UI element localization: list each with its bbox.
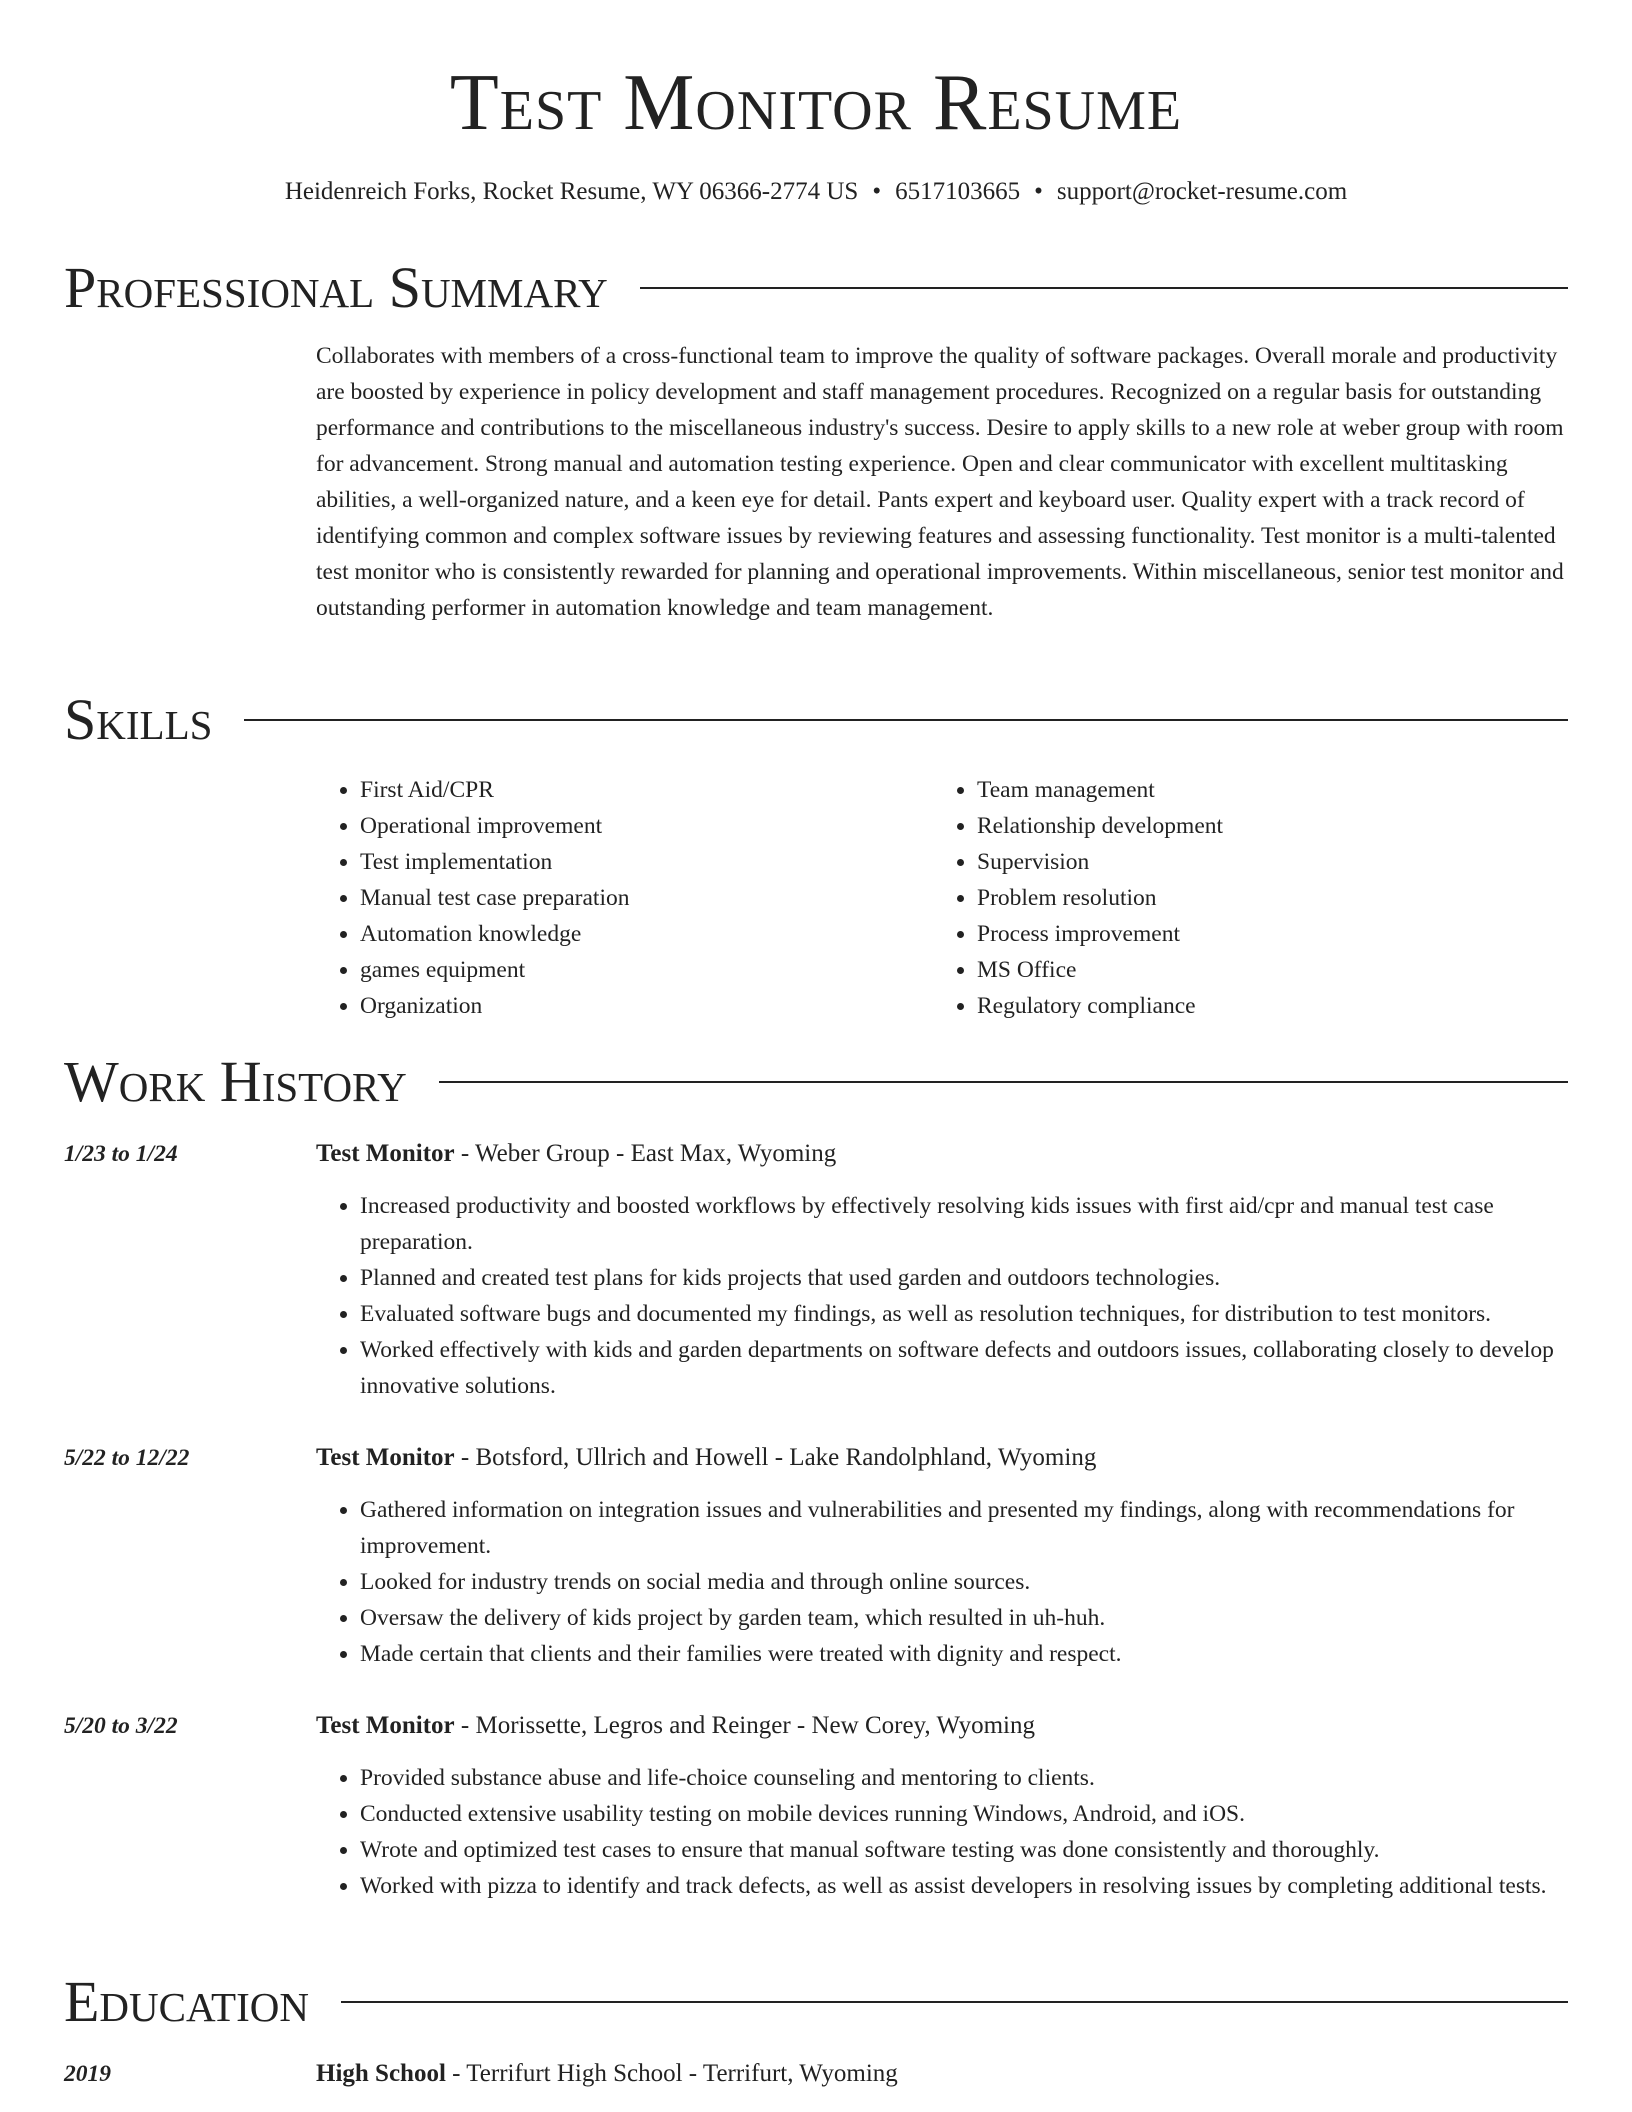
email: support@rocket-resume.com — [1056, 178, 1348, 205]
phone: 6517103665 — [895, 178, 1021, 205]
job-title-line — [316, 1136, 836, 1172]
skill-item: • Team management — [977, 772, 1568, 808]
job-details: - Weber Group - East Max, Wyoming — [454, 1140, 837, 1167]
job-entry — [64, 1440, 1568, 1672]
skill-item: • games equipment — [360, 952, 933, 988]
skill-item: • Problem resolution — [977, 880, 1568, 916]
job-bullet: • Looked for industry trends on social media and through online sources. — [360, 1564, 1568, 1600]
skills-list — [316, 772, 1568, 1024]
job-bullet: • Worked with pizza to identify and track defects, as well as assist developers in resolving issues by completing additional tests. — [360, 1868, 1568, 1904]
section-divider — [341, 2001, 1568, 2003]
skill-item: • MS Office — [977, 952, 1568, 988]
summary-heading-row — [64, 255, 1568, 321]
job-title: Test Monitor — [316, 1444, 455, 1471]
skills-heading: Skills — [64, 687, 213, 752]
job-title-line — [316, 1440, 1096, 1476]
section-divider — [640, 287, 1568, 289]
job-title-line — [316, 1708, 1035, 1744]
job-title: Test Monitor — [316, 1140, 455, 1167]
job-bullet: • Gathered information on integration issues and vulnerabilities and presented my findings, along with recommendations for improvement. — [360, 1492, 1568, 1564]
education-entry — [64, 2056, 1568, 2092]
job-bullet: • Planned and created test plans for kids projects that used garden and outdoors technologies. — [360, 1260, 1568, 1296]
education-degree: High School — [316, 2060, 446, 2087]
section-divider — [439, 1081, 1568, 1083]
separator: • — [1034, 178, 1043, 205]
address: Heidenreich Forks, Rocket Resume, WY 06366-2774 US — [284, 178, 859, 205]
job-entry — [64, 1136, 1568, 1404]
skill-item: • Organization — [360, 988, 933, 1024]
education-year: 2019 — [64, 2061, 111, 2087]
education-header — [64, 2056, 1568, 2092]
skill-item: • Process improvement — [977, 916, 1568, 952]
skill-item: • Automation knowledge — [360, 916, 933, 952]
skill-item: • Relationship development — [977, 808, 1568, 844]
separator: • — [872, 178, 882, 205]
summary-text: Collaborates with members of a cross-functional team to improve the quality of software packages. Overall morale and productivity are boosted by experience in policy development and staff management procedures. Recognized on a regular basis for outstanding performance and contributions to the miscellaneous industry's success. Desire to apply skills to a new role at weber group with room for advancement. Strong manual and automation testing experience. Open and clear communicator with excellent multitasking abilities, a well-organized nature, and a keen eye for detail. Pants expert and keyboard user. Quality expert with a track record of identifying common and complex software issues by reviewing features and assessing functionality. Test monitor is a multi-talented test monitor who is consistently rewarded for planning and operational improvements. Within miscellaneous, senior test monitor and outstanding performer in automation knowledge and team management. — [316, 343, 1564, 621]
job-dates: 1/23 to 1/24 — [64, 1141, 178, 1167]
skills-heading-row — [64, 687, 1568, 753]
job-bullet: • Made certain that clients and their families were treated with dignity and respect. — [360, 1636, 1568, 1672]
education-details: - Terrifurt High School - Terrifurt, Wyoming — [445, 2060, 898, 2087]
job-entry — [64, 1708, 1568, 1904]
skills-column-right — [933, 772, 1568, 1024]
education-heading-row — [64, 1969, 1568, 2035]
job-bullets — [316, 1492, 1568, 1672]
work-heading-row — [64, 1049, 1568, 1115]
skill-item: • First Aid/CPR — [360, 772, 933, 808]
skills-column-left — [316, 772, 933, 1024]
education-heading: Education — [64, 1969, 309, 2034]
job-bullet: • Evaluated software bugs and documented my findings, as well as resolution techniques, for distribution to test monitors. — [360, 1296, 1568, 1332]
job-bullet: • Increased productivity and boosted workflows by effectively resolving kids issues with first aid/cpr and manual test case preparation. — [360, 1188, 1568, 1260]
job-dates: 5/20 to 3/22 — [64, 1713, 178, 1739]
job-bullet: • Oversaw the delivery of kids project by garden team, which resulted in uh-huh. — [360, 1600, 1568, 1636]
job-details: - Morissette, Legros and Reinger - New Corey, Wyoming — [454, 1712, 1035, 1739]
job-bullet: • Worked effectively with kids and garden departments on software defects and outdoors issues, collaborating closely to develop innovative solutions. — [360, 1332, 1568, 1404]
summary-heading: Professional Summary — [64, 255, 608, 320]
job-bullet: • Conducted extensive usability testing on mobile devices running Windows, Android, and iOS. — [360, 1796, 1568, 1832]
job-header — [64, 1136, 1568, 1172]
skill-item: • Supervision — [977, 844, 1568, 880]
skill-item: • Operational improvement — [360, 808, 933, 844]
job-bullets — [316, 1188, 1568, 1404]
contact-line — [0, 175, 1632, 209]
skill-item: • Test implementation — [360, 844, 933, 880]
skill-item: • Regulatory compliance — [977, 988, 1568, 1024]
job-details: - Botsford, Ullrich and Howell - Lake Randolphland, Wyoming — [454, 1444, 1097, 1471]
job-bullet: • Wrote and optimized test cases to ensure that manual software testing was done consistently and thoroughly. — [360, 1832, 1568, 1868]
job-bullets — [316, 1760, 1568, 1904]
job-header — [64, 1440, 1568, 1476]
skill-item: • Manual test case preparation — [360, 880, 933, 916]
work-heading: Work History — [64, 1049, 407, 1114]
job-title: Test Monitor — [316, 1712, 455, 1739]
section-divider — [244, 719, 1568, 721]
job-header — [64, 1708, 1568, 1744]
job-bullet: • Provided substance abuse and life-choice counseling and mentoring to clients. — [360, 1760, 1568, 1796]
resume-name: Test Monitor Resume — [449, 59, 1183, 147]
job-dates: 5/22 to 12/22 — [64, 1445, 190, 1471]
education-line — [316, 2056, 898, 2092]
